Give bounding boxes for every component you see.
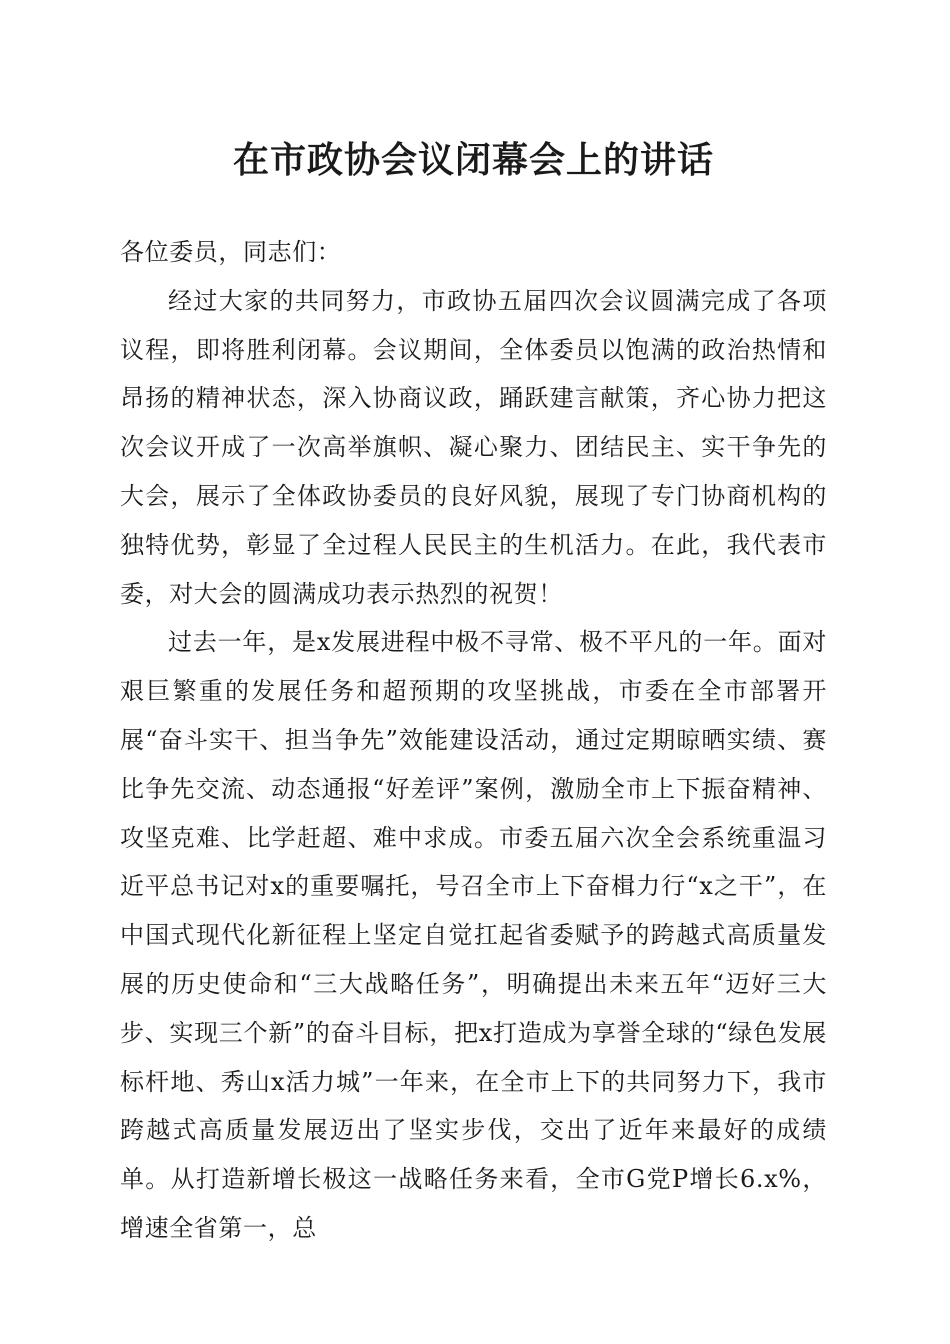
paragraph-1: 经过大家的共同努力，市政协五届四次会议圆满完成了各项议程，即将胜利闭幕。会议期间，全体委员以饱满的政治热情和昂扬的精神状态，深入协商议政，踊跃建言献策，齐心协力把这次会议开成了一次高举旗帜、凝心聚力、团结民主、实干争先的大会，展示了全体政协委员的良好风貌，展现了专门协商机构的独特优势，彰显了全过程人民民主的生机活力。在此，我代表市委，对大会的圆满成功表示热烈的祝贺！ xyxy=(120,286,827,608)
paragraph-2: 过去一年，是x发展进程中极不寻常、极不平凡的一年。面对艰巨繁重的发展任务和超预期的攻坚挑战，市委在全市部署开展“奋斗实干、担当争先”效能建设活动，通过定期晾晒实绩、赛比争先交流、动态通报“好差评”案例，激励全市上下振奋精神、攻坚克难、比学赶超、难中求成。市委五届六次全会系统重温习近平总书记对x的重要嘱托，号召全市上下奋楫力行“x之干”，在中国式现代化新征程上坚定自觉扛起省委赋予的跨越式高质量发展的历史使命和“三大战略任务”，明确提出未来五年“迈好三大步、实现三个新”的奋斗目标，把x打造成为享誉全球的“绿色发展标杆地、秀山x活力城”一年来，在全市上下的共同努力下，我市跨越式高质量发展迈出了坚实步伐，交出了近年来最好的成绩单。从打造新增长极这一战略任务来看，全市G党P增长6.x%，增速全省第一，总 xyxy=(120,628,827,1242)
document-title: 在市政协会议闭幕会上的讲话 xyxy=(232,139,714,181)
document-body xyxy=(120,228,827,1253)
salutation: 各位委员，同志们： xyxy=(120,238,342,266)
